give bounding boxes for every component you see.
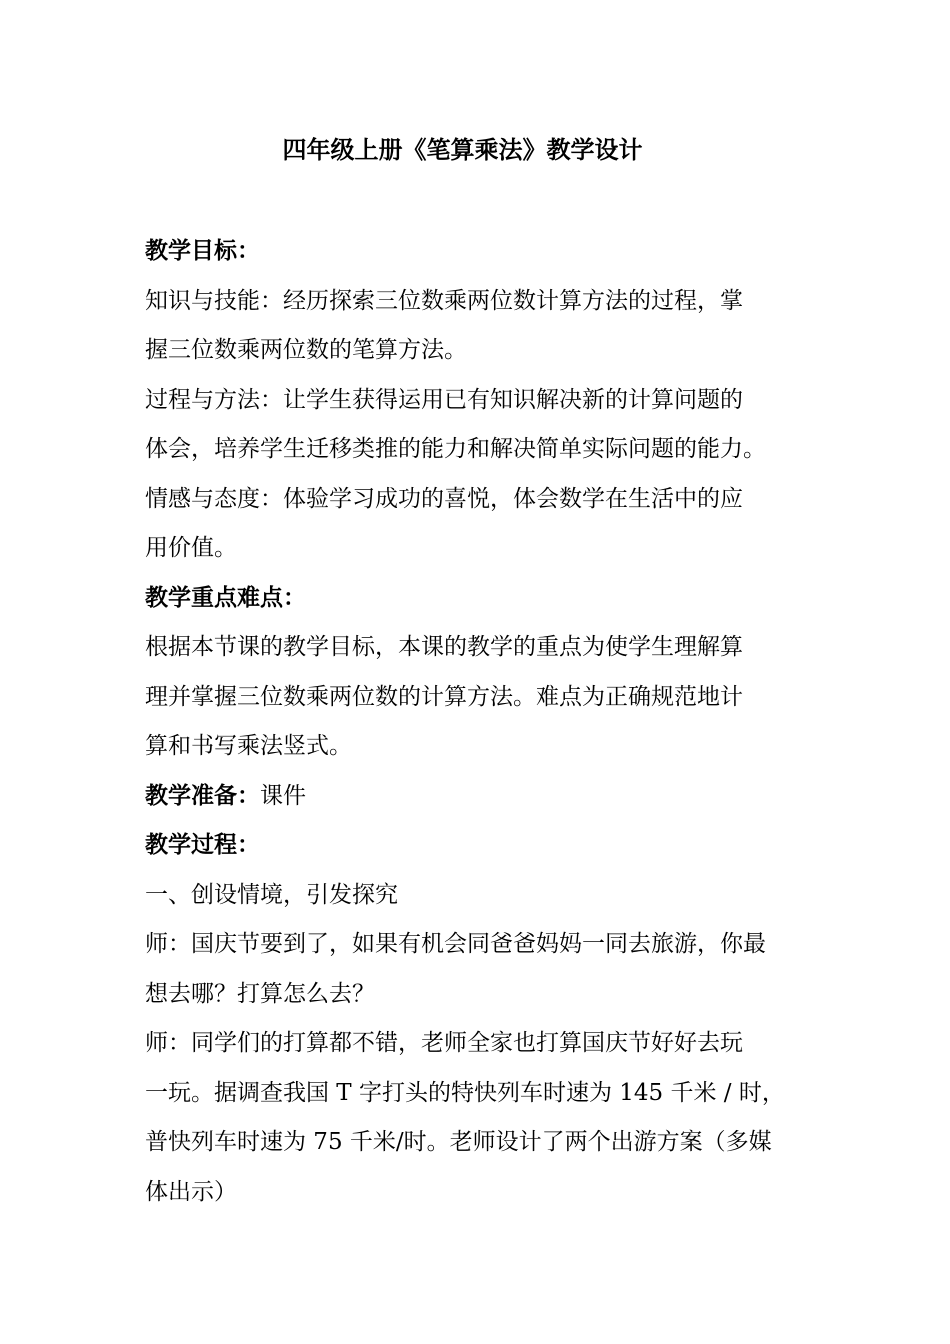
paragraph-line [145,573,835,623]
paragraph-line [145,622,835,672]
paragraph-line [145,1068,835,1118]
line-text: 普快列车时速为 75 千米/时。老师设计了两个出游方案（多媒 [145,1129,772,1155]
line-text: 想去哪？打算怎么去？ [145,980,375,1007]
line-text: 知识与技能：经历探索三位数乘两位数计算方法的过程，掌 [145,287,743,314]
paragraph-line [145,1117,835,1167]
line-text: 情感与态度：体验学习成功的喜悦，体会数学在生活中的应 [145,485,743,512]
paragraph-line [145,226,835,276]
line-text: 一玩。据调查我国 T 字打头的特快列车时速为 145 千米 / 时， [145,1079,785,1106]
line-text: 根据本节课的教学目标，本课的教学的重点为使学生理解算 [145,634,743,660]
line-text: 体出示） [145,1178,237,1205]
paragraph-line [145,919,835,969]
paragraph-line [145,276,835,326]
line-text: 师：同学们的打算都不错，老师全家也打算国庆节好好去玩 [145,1030,743,1056]
line-text: 握三位数乘两位数的笔算方法。 [145,337,467,363]
line-text: 一、创设情境，引发探究 [145,881,398,908]
line-text: 体会，培养学生迁移类推的能力和解决简单实际问题的能力。 [145,436,766,462]
line-text: 过程与方法：让学生获得运用已有知识解决新的计算问题的 [145,386,743,413]
document-body [145,226,835,1216]
paragraph-line [145,820,835,870]
paragraph-line [145,771,835,821]
section-heading: 教学过程： [145,831,260,858]
section-heading: 教学重点难点： [145,583,306,611]
line-text: 理并掌握三位数乘两位数的计算方法。难点为正确规范地计 [145,683,743,710]
paragraph-line [145,375,835,425]
line-text: 用价值。 [145,535,237,561]
section-heading: 教学准备： [145,781,260,809]
paragraph-line [145,325,835,375]
paragraph-line [145,672,835,722]
line-text: 算和书写乘法竖式。 [145,733,352,759]
paragraph-line [145,523,835,573]
line-text: 课件 [260,782,306,809]
paragraph-line [145,1018,835,1068]
paragraph-line [145,424,835,474]
document-title: 四年级上册《笔算乘法》教学设计 [282,135,643,164]
paragraph-line [145,969,835,1019]
section-heading: 教学目标： [145,237,260,264]
paragraph-line [145,721,835,771]
line-text: 师：国庆节要到了，如果有机会同爸爸妈妈一同去旅游，你最 [145,931,766,957]
paragraph-line [145,474,835,524]
paragraph-line [145,870,835,920]
paragraph-line [145,1167,835,1217]
